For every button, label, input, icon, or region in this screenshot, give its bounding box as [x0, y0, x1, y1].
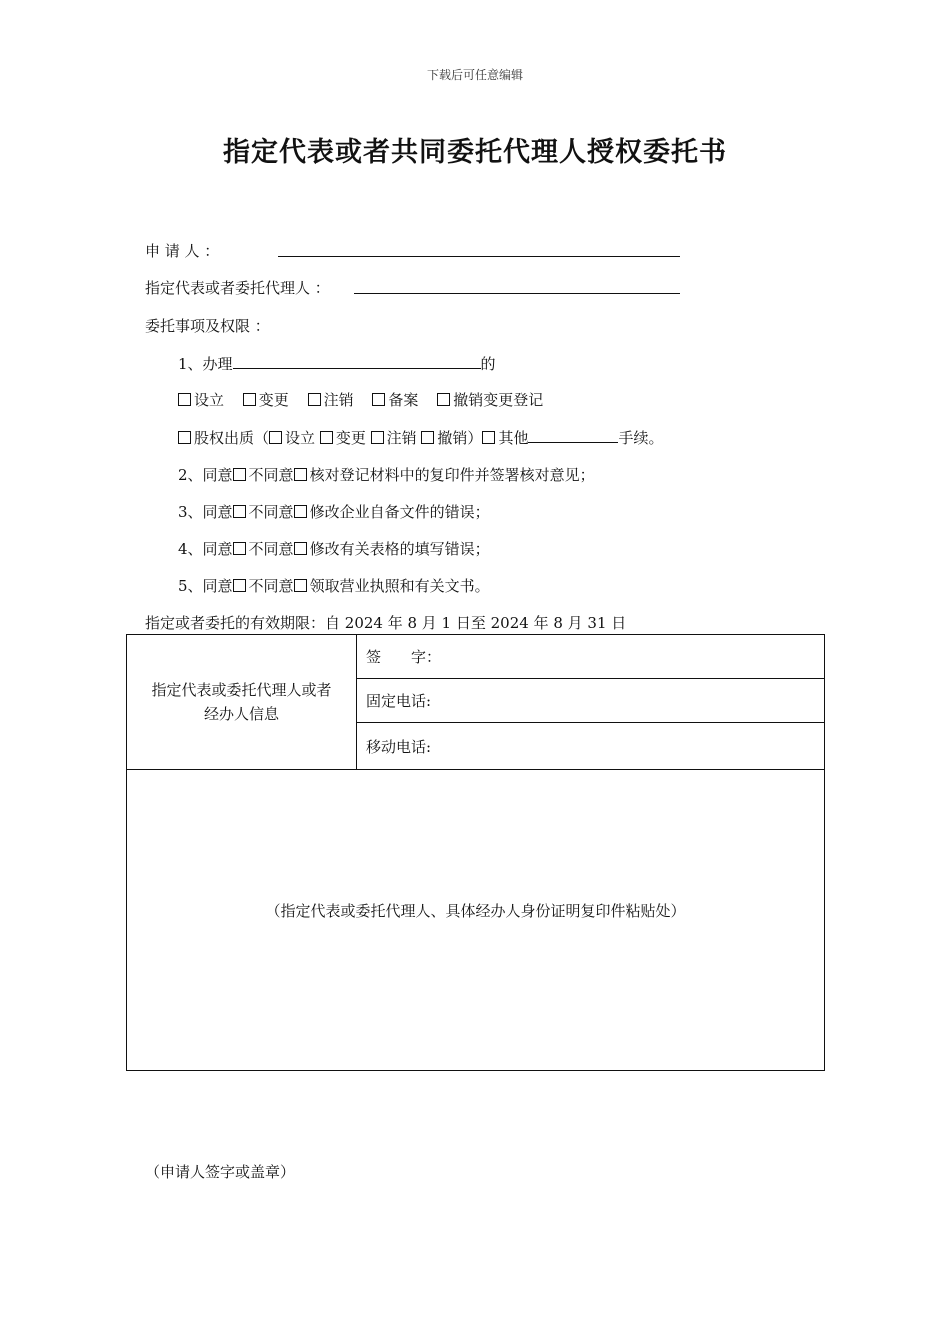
id-copy-area	[126, 769, 825, 1071]
sub-option-establish[interactable]: 设立	[285, 429, 316, 447]
checkbox[interactable]	[308, 393, 321, 406]
checkbox[interactable]	[178, 393, 191, 406]
checkbox[interactable]	[294, 542, 307, 555]
agent-row	[145, 277, 330, 298]
item-1	[178, 352, 496, 374]
option-establish[interactable]: 设立	[178, 391, 224, 409]
procedure-suffix: 手续。	[618, 429, 664, 447]
option-revoke-change[interactable]: 撤销变更登记	[437, 391, 543, 409]
applicant-field[interactable]	[278, 240, 680, 257]
checkbox[interactable]	[320, 431, 333, 444]
item-2: 2、同意 不同意 核对登记材料中的复印件并签署核对意见；	[178, 466, 595, 484]
applicant-label: 申 请 人 ：	[145, 242, 220, 260]
checkbox[interactable]	[371, 431, 384, 444]
sub-option-revoke[interactable]: 撤销	[437, 429, 468, 447]
agent-info-label: 指定代表或委托代理人或者 经办人信息	[127, 635, 357, 770]
checkbox[interactable]	[482, 431, 495, 444]
applicant-row	[145, 240, 219, 261]
checkbox[interactable]	[421, 431, 434, 444]
validity-period: 指定或者委托的有效期限：自 2024 年 8 月 1 日至 2024 年 8 月 31 日	[145, 614, 627, 632]
checkbox[interactable]	[294, 505, 307, 518]
checkbox[interactable]	[294, 468, 307, 481]
item-5: 5、同意 不同意 领取营业执照和有关文书。	[178, 577, 490, 595]
landline-cell[interactable]: 固定电话:	[357, 679, 825, 723]
applicant-signature-note: （申请人签字或盖章）	[145, 1163, 296, 1181]
agent-info-table	[126, 634, 825, 770]
sub-option-cancel[interactable]: 注销	[386, 429, 417, 447]
registration-options	[178, 389, 543, 410]
matters-label: 委托事项及权限 ：	[145, 317, 270, 335]
equity-pledge-options: 股权出质（ 设立 变更 注销 撤销） 其他 手续。	[178, 426, 663, 448]
document-title: 指定代表或者共同委托代理人授权委托书	[223, 137, 727, 168]
checkbox[interactable]	[233, 505, 246, 518]
option-filing[interactable]: 备案	[372, 391, 418, 409]
header-note: 下载后可任意编辑	[426, 68, 523, 82]
other-field[interactable]	[528, 426, 618, 443]
equity-label: 股权出质（	[194, 429, 270, 447]
sub-option-change[interactable]: 变更	[335, 429, 366, 447]
option-cancel[interactable]: 注销	[308, 391, 354, 409]
agent-label: 指定代表或者委托代理人 ：	[145, 279, 330, 297]
id-copy-instruction: （指定代表或委托代理人、具体经办人身份证明复印件粘贴处）	[265, 902, 686, 920]
item-1-prefix: 1、办理	[178, 355, 233, 373]
item-1-suffix: 的	[480, 355, 496, 373]
item-1-field[interactable]	[233, 352, 481, 369]
checkbox[interactable]	[437, 393, 450, 406]
checkbox[interactable]	[269, 431, 282, 444]
item-4: 4、同意 不同意 修改有关表格的填写错误；	[178, 540, 490, 558]
mobile-cell[interactable]: 移动电话:	[357, 723, 825, 770]
other-label: 其他	[498, 429, 529, 447]
checkbox[interactable]	[233, 542, 246, 555]
checkbox[interactable]	[233, 579, 246, 592]
option-change[interactable]: 变更	[243, 391, 289, 409]
checkbox[interactable]	[294, 579, 307, 592]
checkbox[interactable]	[178, 431, 191, 444]
agent-field[interactable]	[354, 277, 680, 294]
item-3: 3、同意 不同意 修改企业自备文件的错误；	[178, 503, 490, 521]
signature-cell[interactable]: 签 字：	[357, 635, 825, 679]
checkbox[interactable]	[372, 393, 385, 406]
checkbox[interactable]	[243, 393, 256, 406]
checkbox[interactable]	[233, 468, 246, 481]
